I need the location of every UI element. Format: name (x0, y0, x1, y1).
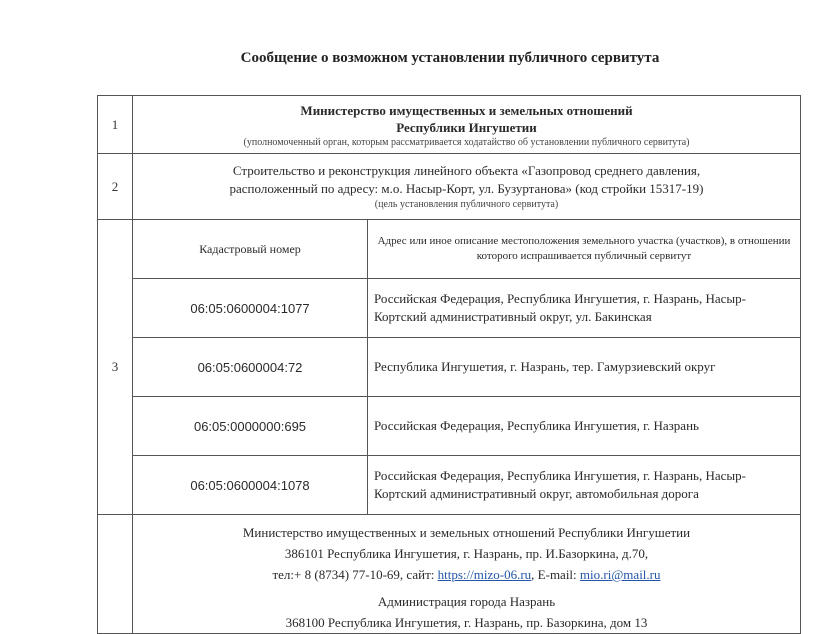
header-address: Адрес или иное описание местоположения земельного участка (участков), в отношении которого испрашивается публичный сервитут (368, 220, 801, 279)
document-title: Сообщение о возможном установлении публичного сервитута (240, 50, 660, 66)
authority-note: (уполномоченный орган, которым рассматривается ходатайство об установлении публичного сервитута) (243, 137, 690, 148)
parcel-address: Российская Федерация, Республика Ингушетия, г. Назрань (368, 397, 801, 456)
parcel-row (133, 338, 800, 397)
table-row-1 (98, 96, 801, 154)
org1-email-label: , E-mail: (531, 567, 580, 582)
org1-email-link[interactable]: mio.ri@mail.ru (579, 567, 661, 582)
parcel-address: Республика Ингушетия, г. Назрань, тер. Гамурзиевский округ (368, 338, 801, 397)
parcel-address: Российская Федерация, Республика Ингушетия, г. Назрань, Насыр-Кортский административный округ, автомобильная дорога (368, 456, 801, 515)
parcel-row (133, 279, 800, 338)
table-row-2 (98, 154, 801, 220)
org1-site-link[interactable]: https://mizo-06.ru (437, 567, 532, 582)
parcel-cadastral: 06:05:0000000:695 (133, 397, 368, 456)
authority-name-line2: Республики Ингушетии (396, 120, 537, 135)
table-row-4 (98, 515, 801, 634)
row-number-4 (98, 515, 133, 634)
parcel-row (133, 456, 800, 515)
row-number-3: 3 (98, 220, 133, 515)
purpose-line2: расположенный по адресу: м.о. Насыр-Корт, ул. Бузуртанова» (код стройки 15317-19) (229, 181, 704, 196)
parcel-cadastral: 06:05:0600004:1078 (133, 456, 368, 515)
org2-address: 368100 Республика Ингушетия, г. Назрань, пр. Базоркина, дом 13 (285, 615, 648, 630)
parcel-cadastral: 06:05:0600004:72 (133, 338, 368, 397)
org1-address: 386101 Республика Ингушетия, г. Назрань, пр. И.Базоркина, д.70, (284, 546, 649, 561)
org1-name: Министерство имущественных и земельных отношений Республики Ингушетии (242, 525, 691, 540)
authority-cell (133, 96, 801, 154)
org1-contacts (133, 564, 800, 585)
table-row-3 (98, 220, 801, 515)
parcel-cadastral: 06:05:0600004:1077 (133, 279, 368, 338)
parcels-cell (133, 220, 801, 515)
authority-name-line1: Министерство имущественных и земельных отношений (300, 103, 633, 118)
org2-name: Администрация города Назрань (377, 594, 556, 609)
row-number-1: 1 (98, 96, 133, 154)
parcel-address: Российская Федерация, Республика Ингушетия, г. Назрань, Насыр-Кортский административный округ, ул. Бакинская (368, 279, 801, 338)
parcel-row (133, 397, 800, 456)
servitude-table (97, 95, 801, 634)
org1-phone: тел:+ 8 (8734) 77-10-69, сайт: (272, 567, 438, 582)
contacts-cell (133, 515, 801, 634)
row-number-2: 2 (98, 154, 133, 220)
purpose-cell (133, 154, 801, 220)
purpose-note: (цель установления публичного сервитута) (374, 199, 559, 210)
purpose-line1: Строительство и реконструкция линейного объекта «Газопровод среднего давления, (232, 163, 701, 178)
parcels-table (133, 220, 800, 514)
header-cadastral: Кадастровый номер (133, 220, 368, 279)
parcels-header-row (133, 220, 800, 279)
